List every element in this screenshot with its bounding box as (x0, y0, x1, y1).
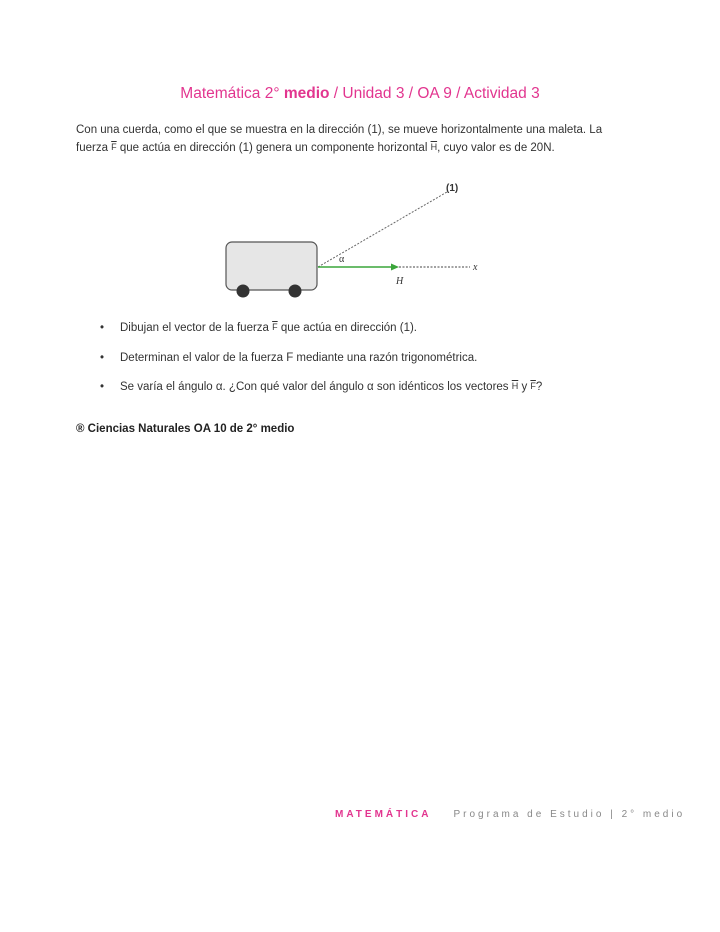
item-text: y (518, 381, 531, 393)
intro-text: Con una cuerda, como el que se muestra en la dirección (1), se mueve horizontalmente una maleta. La fuerza (76, 124, 603, 154)
item-text: que actúa en dirección (1). (277, 322, 417, 334)
arrow-head (391, 264, 399, 271)
vector-h: $\overline{H}$ (511, 381, 519, 391)
direction-line (318, 192, 447, 267)
item-text: ? (535, 381, 543, 393)
vector-label: H (396, 276, 404, 287)
title-prefix: Matemática 2° (180, 85, 284, 102)
vector-h: $\overline{H}$ (430, 142, 438, 152)
intro-text: que actúa en dirección (1) genera un componente horizontal (116, 142, 431, 154)
page-footer (335, 809, 685, 820)
page-title (0, 85, 720, 103)
wheel (237, 285, 250, 298)
intro-paragraph (76, 122, 636, 157)
vector-f: $\overline{F}$ (530, 381, 536, 391)
footer-brand: MATEMÁTICA (335, 809, 432, 820)
suitcase (226, 242, 317, 290)
wheel (289, 285, 302, 298)
vector-f: $\overline{F}$ (272, 322, 278, 332)
title-suffix: / Unidad 3 / OA 9 / Actividad 3 (329, 85, 540, 102)
title-bold: medio (283, 85, 330, 102)
suitcase-force-diagram (215, 170, 495, 305)
direction-label: (1) (446, 183, 459, 194)
list-item (100, 352, 542, 382)
vector-f: $\overline{F}$ (111, 142, 117, 152)
footer-text: Programa de Estudio | 2° medio (453, 809, 686, 820)
activity-list (100, 322, 542, 411)
list-item (100, 381, 542, 411)
item-text: Dibujan el vector de la fuerza (120, 322, 273, 334)
list-item (100, 322, 542, 352)
axis-label: x (473, 262, 478, 273)
item-text: Determinan el valor de la fuerza F mediante una razón trigonométrica. (120, 351, 478, 364)
item-text: Se varía el ángulo α. ¿Con qué valor del ángulo α son idénticos los vectores (120, 381, 512, 393)
intro-text: , cuyo valor es de 20N. (437, 142, 555, 154)
angle-label: α (339, 254, 345, 265)
section-heading: ® Ciencias Naturales OA 10 de 2° medio (76, 423, 295, 435)
